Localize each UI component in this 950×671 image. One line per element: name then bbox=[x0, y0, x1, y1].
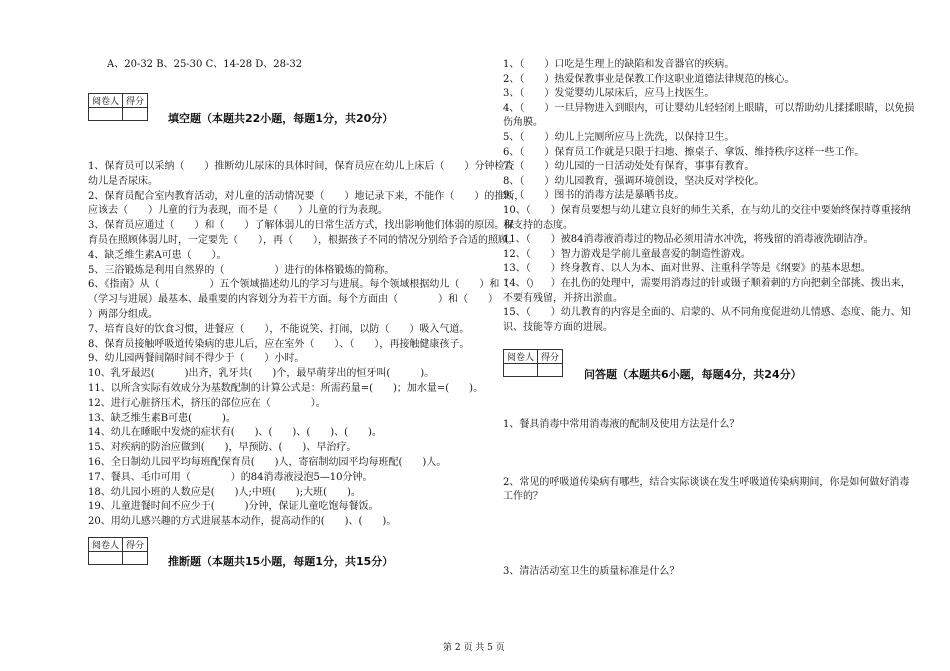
qa-question-3: 3、清洁活动室卫生的质量标准是什么？ bbox=[503, 566, 680, 577]
fill-item: 14、幼儿在睡眠中发烧的症状有( )、( )、( )、( )。 bbox=[88, 427, 382, 439]
fill-item: 15、对疾病的防治应做到( )，早预防、( )、早治疗。 bbox=[88, 442, 357, 454]
judge-item: 7、（ ）幼儿园的一日活动处处有保育，事事有教育。 bbox=[503, 161, 755, 173]
judge-item: 10、（ ）保育员要想与幼儿建立良好的师生关系，在与幼儿的交往中要始终保持尊重接纳 bbox=[503, 205, 911, 216]
score-cell[interactable] bbox=[123, 552, 148, 565]
judge-item: 5、（ ）幼儿上完厕所应马上洗洗，以保持卫生。 bbox=[503, 132, 735, 143]
fill-item: 16、全日制幼儿园平均每班配保育员( )人，寄宿制幼园平均每班配( )人。 bbox=[88, 457, 447, 468]
reviewer-label: 阅卷人 bbox=[504, 350, 538, 364]
reviewer-cell[interactable] bbox=[89, 108, 123, 121]
judge-item: 伤角膜。 bbox=[503, 117, 543, 129]
fill-item: 应该去（ ）儿童的行为表现，而不是（ ）儿童的行为表现。 bbox=[88, 205, 388, 217]
judge-item: 2、（ ）热爱保教事业是保教工作这职业道德法律规范的核心。 bbox=[503, 73, 795, 85]
qa-section-title: 问答题（本题共6小题，每题4分，共24分） bbox=[584, 368, 802, 381]
score-box-judge bbox=[88, 537, 148, 565]
fill-item: 2、保育员配合室内教育活动，对儿童的活动情况要（ ）地记录下来，不能作（ ）的推断， bbox=[88, 190, 525, 202]
score-label: 得分 bbox=[538, 350, 563, 364]
fill-item: 6、《指南》从（ ）五个领域描述幼儿的学习与进展。每个领域根据幼儿（ ）和（ ） bbox=[88, 279, 540, 291]
judge-item: 4、（ ）一旦异物进入到眼内，可让婴幼儿轻轻闭上眼睛，可以帮助幼儿揉揉眼睛，以免损 bbox=[503, 102, 915, 114]
reviewer-cell[interactable] bbox=[504, 364, 538, 377]
fill-item: 13、缺乏维生素B可患( )。 bbox=[88, 412, 236, 424]
judge-item: 13、（ ）终身教育、以人为本、面对世界、注重科学等是《纲要》的基本思想。 bbox=[503, 263, 871, 275]
fill-item: 12、进行心脏挤压术，挤压的部位应在（ ）。 bbox=[88, 397, 326, 409]
fill-item: 11、以所含实际有效成分为基数配制的计算公式是：所需药量=( )；加水量=( )。 bbox=[88, 383, 484, 394]
reviewer-label: 阅卷人 bbox=[89, 538, 123, 552]
options-line: A、20-32 B、25-30 C、14-28 D、28-32 bbox=[107, 59, 303, 70]
reviewer-cell[interactable] bbox=[89, 552, 123, 565]
qa-question-1: 1、餐具消毒中常用消毒液的配制及使用方法是什么？ bbox=[503, 419, 740, 430]
fill-item: 5、三浴锻炼是利用自然界的（ ）进行的体格锻炼的简称。 bbox=[88, 264, 395, 276]
judge-item: 和支持的态度。 bbox=[503, 219, 573, 231]
score-label: 得分 bbox=[123, 538, 148, 552]
fill-item: 3、保育员应通过（ ）和（ ）了解体弱儿的日常生活方式，找出影响他们体弱的原因。保 bbox=[88, 220, 515, 232]
judge-section-title: 推断题（本题共15小题，每题1分，共15分） bbox=[168, 555, 394, 568]
fill-item: 4、缺乏维生素A可患（ ）。 bbox=[88, 249, 227, 261]
judge-item: 6、（ ）保育员工作就是只限于扫地、擦桌子、拿饭、维持秩序这样一些工作。 bbox=[503, 146, 865, 158]
fill-item: 10、乳牙最迟( )出齐，乳牙共( )个，最早萌芽出的恒牙叫( )。 bbox=[88, 368, 435, 380]
judge-item: 12、（ ）智力游戏是学前儿童最喜爱的制造性游戏。 bbox=[503, 248, 751, 260]
page-footer: 第 2 页 共 5 页 bbox=[443, 643, 505, 653]
judge-item: 9、（ ）图书的消毒方法是暴晒书皮。 bbox=[503, 190, 685, 202]
fill-item: 8、保育员接触呼吸道传染病的患儿后，应在室外（ ）、（ ），再接触健康孩子。 bbox=[88, 338, 470, 350]
reviewer-label: 阅卷人 bbox=[89, 94, 123, 108]
fill-item: 育员在照顾体弱儿时，一定要先（ ），再（ ），根据孩子不同的情况分别给予合适的照顾。 bbox=[88, 235, 518, 246]
judge-item: 不要有残留，并挤出淤血。 bbox=[503, 292, 623, 304]
judge-item: 14、（ ）在扎伤的处理中，需要用消毒过的针或镊子顺着刺的方向把刺全部挑、拨出来， bbox=[503, 278, 911, 289]
fill-item: 1、保育员可以采纳（ ）推断幼儿尿床的具体时间，保育员应在幼儿上床后（ ）分钟检查 bbox=[88, 161, 515, 172]
score-cell[interactable] bbox=[538, 364, 563, 377]
fill-item: 19、儿童进餐时间不应少于( )分钟，保证儿童吃饱每餐饭。 bbox=[88, 501, 379, 513]
judge-item: 3、（ ）发觉婴幼儿尿床后，应马上找医生。 bbox=[503, 88, 715, 100]
judge-item: 识、技能等方面的进展。 bbox=[503, 321, 613, 333]
fill-item: ）两部分组成。 bbox=[88, 309, 158, 320]
fill-item: 7、培育良好的饮食习惯，进餐应（ ），不能说笑、打闹，以防（ ）吸入气道。 bbox=[88, 323, 470, 335]
qa-question-2-cont: 工作的？ bbox=[503, 491, 543, 502]
score-box-fill bbox=[88, 93, 148, 121]
fill-section-title: 填空题（本题共22小题，每题1分，共20分） bbox=[168, 112, 394, 125]
judge-item: 15、（ ）幼儿教育的内容是全面的、启蒙的、从不同角度促进幼儿情感、态度、能力、知 bbox=[503, 307, 911, 319]
fill-item: 幼儿是否尿床。 bbox=[88, 175, 158, 187]
judge-item: 11、（ ）被84消毒液消毒过的物品必须用清水冲洗，将残留的消毒液洗刷洁净。 bbox=[503, 234, 874, 246]
fill-item: 17、餐具、毛巾可用（ ）的84消毒液浸泡5—10分钟。 bbox=[88, 471, 373, 483]
fill-item: 20、用幼儿感兴趣的方式进展基本动作，提高动作的( )、( )。 bbox=[88, 516, 397, 528]
judge-item: 1、（ ）口吃是生理上的缺陷和发音器官的疾病。 bbox=[503, 59, 735, 70]
score-label: 得分 bbox=[123, 94, 148, 108]
fill-item: 9、幼儿园两餐间隔时间不得少于（ ）小时。 bbox=[88, 353, 305, 365]
judge-item: 8、（ ）幼儿园教育，强调环境创设，坚决反对学校化。 bbox=[503, 175, 765, 187]
qa-question-2: 2、常见的呼吸道传染病有哪些，结合实际谈谈在发生呼吸道传染病期间，你是如何做好消毒 bbox=[503, 477, 910, 488]
score-cell[interactable] bbox=[123, 108, 148, 121]
fill-item: 18、幼儿园小班的人数应是( )人;中班( );大班( )。 bbox=[88, 486, 361, 498]
fill-item: （学习与进展）最基本、最重要的内容划分为若干方面。每个方面由（ ）和（ ） bbox=[88, 294, 498, 306]
score-box-qa bbox=[503, 349, 563, 377]
